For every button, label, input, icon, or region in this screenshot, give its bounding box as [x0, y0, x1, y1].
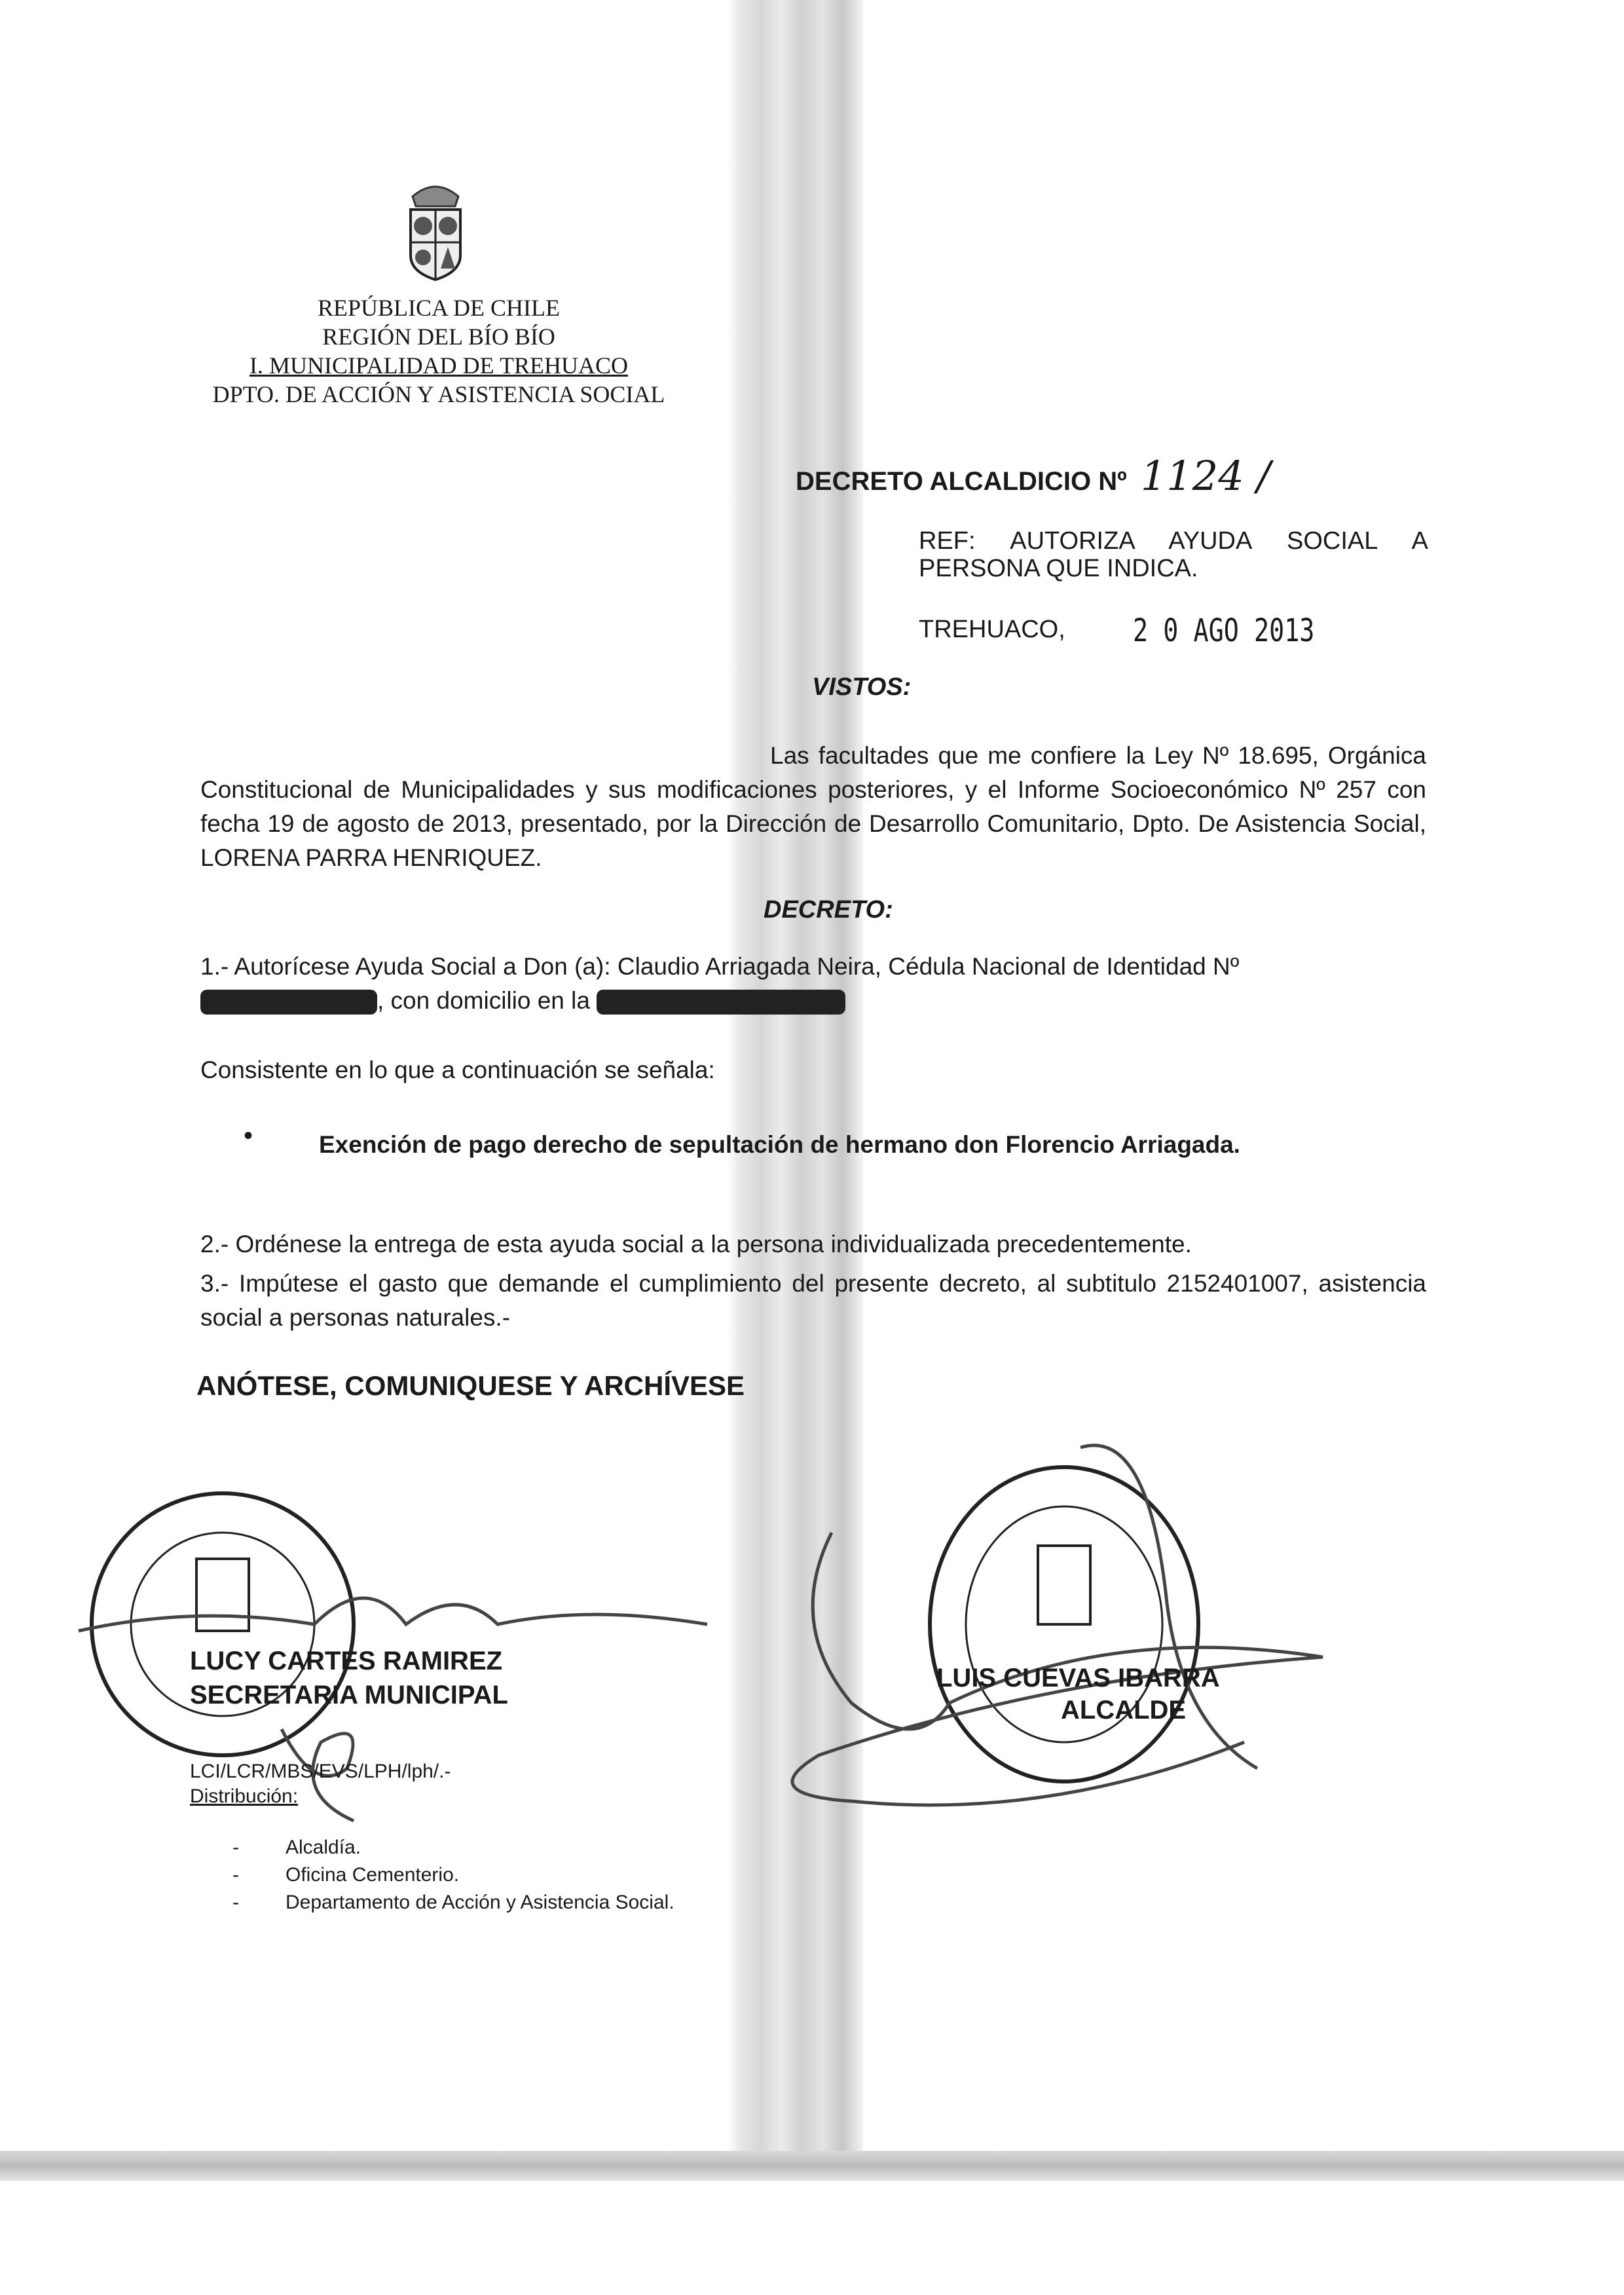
decree-ref: REF: AUTORIZA AYUDA SOCIAL A PERSONA QUE INDICA. — [919, 527, 1428, 582]
bullet-item: Exención de pago derecho de sepultación de hermano don Florencio Arriagada. — [319, 1131, 1240, 1158]
date-stamp: 2 0 AGO 2013 — [1133, 612, 1315, 649]
closing-text: ANÓTESE, COMUNIQUESE Y ARCHÍVESE — [196, 1370, 745, 1401]
redacted-address — [597, 990, 845, 1015]
item-1-text: 1.- Autorícese Ayuda Social a Don (a): Claudio Arriagada Neira, Cédula Nacional de Identidad Nº — [200, 953, 1240, 980]
distribution-item: - Departamento de Acción y Asistencia Social. — [232, 1892, 674, 1913]
vistos-text: Las facultades que me confiere la Ley Nº 18.695, Orgánica Constitucional de Municipalidades y sus modificaciones posteriores, y el Informe Socioeconómico Nº 257 con fecha 19 de agosto de 2013, presentado, por la Dirección de Desarrollo Comunitario, Dpto. De Asistencia Social, LORENA PARRA HENRIQUEZ. — [200, 742, 1426, 871]
item-3: 3.- Impútese el gasto que demande el cumplimiento del presente decreto, al subtitulo 2152401007, asistencia social a personas naturales.- — [200, 1270, 1426, 1331]
decree-place: TREHUACO, — [919, 616, 1065, 643]
decree-title — [796, 452, 1270, 500]
header-country: REPÚBLICA DE CHILE — [317, 295, 560, 321]
decreto-heading: DECRETO: — [764, 896, 893, 924]
header-region: REGIÓN DEL BÍO BÍO — [322, 324, 555, 350]
distribution-item-text: Oficina Cementerio. — [286, 1864, 460, 1886]
right-seal-icon — [930, 1467, 1198, 1782]
distribution-item-text: Alcaldía. — [286, 1837, 361, 1858]
bullet-icon: • — [244, 1121, 253, 1150]
item-1 — [200, 950, 1426, 1018]
redacted-id — [200, 990, 377, 1015]
initials: LCI/LCR/MBS/EVS/LPH/lph/.- — [190, 1761, 451, 1782]
decree-number-handwritten: 1124 / — [1140, 452, 1271, 500]
left-signer-name: LUCY CARTES RAMIREZ — [190, 1647, 503, 1675]
distribution-item: - Oficina Cementerio. — [232, 1864, 460, 1886]
vistos-heading: VISTOS: — [812, 673, 912, 701]
distribution-label: Distribución: — [190, 1785, 299, 1807]
header-department: DPTO. DE ACCIÓN Y ASISTENCIA SOCIAL — [212, 381, 665, 407]
header-municipality: I. MUNICIPALIDAD DE TREHUACO — [249, 352, 628, 379]
decree-title-text: DECRETO ALCALDICIO Nº — [796, 467, 1127, 496]
coat-of-arms-icon — [403, 180, 468, 282]
right-signer-name: LUIS CUEVAS IBARRA — [936, 1664, 1220, 1692]
consist-text: Consistente en lo que a continuación se señala: — [200, 1056, 715, 1083]
item-2: 2.- Ordénese la entrega de esta ayuda social a la persona individualizada precedentemente. — [200, 1231, 1192, 1258]
scan-bottom-band — [0, 2151, 1624, 2181]
right-signer-title: ALCALDE — [1061, 1696, 1187, 1725]
distribution-list — [232, 1834, 674, 1916]
distribution-item-text: Departamento de Acción y Asistencia Social. — [286, 1892, 674, 1913]
item-1-address: , con domicilio en la — [377, 987, 590, 1014]
left-signer-title: SECRETARIA MUNICIPAL — [190, 1681, 508, 1709]
distribution-item: - Alcaldía. — [232, 1837, 361, 1858]
